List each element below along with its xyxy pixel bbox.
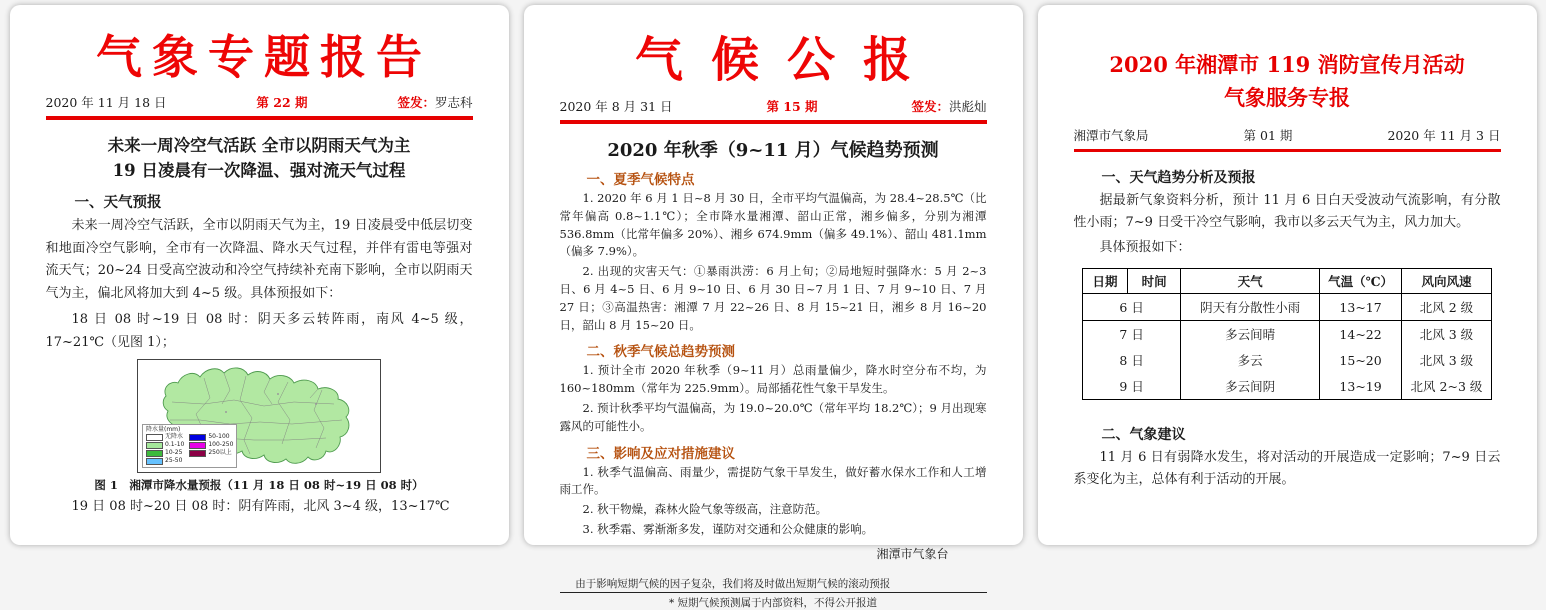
cell-wind: 北风 2~3 级: [1401, 373, 1491, 400]
issuing-office-signature: 湘潭市气象台: [876, 546, 949, 561]
legend-label: 50-100: [208, 433, 230, 441]
figure-caption: 图 1 湘潭市降水量预报（11 月 18 日 08 时~19 日 08 时）: [94, 478, 424, 493]
forecast-day2: 19 日 08 时~20 日 08 时：阴有阵雨，北风 3~4 级，13~17℃: [71, 499, 450, 515]
trend-paragraph: 据最新气象资料分析，预计 11 月 6 日白天受波动气流影响，有分散性小雨；7~9 日受干冷空气影响，我市以多云天气为主，风力加大。: [1073, 193, 1501, 231]
cell-date: 6 日: [1083, 294, 1181, 321]
legend-swatch: [189, 434, 206, 441]
issue-date: 2020 年 11 月 3 日: [1387, 128, 1501, 144]
cell-weather: 多云间阴: [1181, 373, 1320, 400]
forecast-table: [1082, 268, 1492, 400]
legend-item: [146, 442, 184, 449]
headline-line-2: 19 日凌晨有一次降温、强对流天气过程: [112, 161, 406, 181]
table-row: [1083, 373, 1492, 400]
footnote-rule: [560, 592, 987, 594]
report-date: 2020 年 11 月 18 日: [45, 95, 167, 111]
report-meta: [46, 93, 473, 116]
cell-temperature: 14~22: [1320, 321, 1402, 348]
header-rule: [1074, 149, 1501, 152]
cell-weather: 多云间晴: [1181, 321, 1320, 348]
report-issue-number: 第 22 期: [256, 95, 308, 111]
title-line-1: 2020 年湘潭市 119 消防宣传月活动: [1109, 52, 1465, 77]
forecast-day1: 18 日 08 时~19 日 08 时：阴天多云转阵雨，南风 4~5 级，17~21℃（见图 1）；: [45, 311, 473, 350]
legend-swatch: [146, 434, 163, 441]
page-climate-bulletin: [524, 5, 1023, 610]
col-date: 日期: [1083, 269, 1128, 294]
headline-line-1: 未来一周冷空气活跃 全市以阴雨天气为主: [107, 135, 411, 155]
special-report-title: [1074, 49, 1501, 114]
legend-swatch: [189, 450, 206, 457]
signer-name: 洪彪灿: [948, 99, 987, 115]
header-rule: [46, 116, 473, 120]
legend-label: 25-50: [165, 457, 183, 465]
legend-label: 0.1-10: [165, 441, 185, 449]
footnote-line-2: * 短期气候预测属于内部资料，不得公开报道: [668, 597, 878, 610]
report-headline: [46, 133, 473, 184]
section-trend-analysis: 一、天气趋势分析及预报: [1101, 170, 1256, 187]
cell-date: 8 日: [1119, 353, 1144, 369]
bulletin-headline: 2020 年秋季（9~11 月）气候趋势预测: [607, 139, 939, 161]
section-weather-forecast: 一、天气预报: [74, 193, 162, 211]
legend-swatch: [146, 442, 163, 449]
col-wind: 风向风速: [1401, 269, 1491, 294]
cell-wind: 北风 3 级: [1401, 347, 1491, 373]
advice-paragraph: 11 月 6 日有弱降水发生，将对活动的开展造成一定影响；7~9 日云系变化为主，总体有利于活动的开展。: [1073, 450, 1501, 488]
autumn-para-2: 2. 预计秋季平均气温偏高，为 19.0~20.0℃（常年平均 18.2℃）；9 月出现寒露风的可能性小。: [559, 401, 987, 433]
suggestion-1: 1. 秋季气温偏高、雨量少，需提防气象干旱发生，做好蓄水保水工作和人工增雨工作。: [559, 464, 987, 497]
legend-title: 降水量(mm): [146, 425, 181, 433]
legend-item: [146, 434, 184, 441]
legend-label: 100-250: [208, 441, 234, 449]
cell-weather: 阴天有分散性小雨: [1181, 294, 1320, 321]
legend-swatch: [146, 450, 163, 457]
bulletin-title: 气候公报: [634, 32, 939, 88]
legend-label: 无降水: [165, 433, 184, 441]
suggestion-2: 2. 秋干物燥，森林火险气象等级高，注意防范。: [582, 502, 828, 517]
summer-para-2: 2. 出现的灾害天气：①暴雨洪涝：6 月上旬；②局地短时强降水：5 月 2~3 日、6 月 4~5 日、6 月 9~10 日、6 月 30 日~7 月 1 日、7 月 9~10 日、7 月 27 日；③高温热害：湘潭 7 月 22~26 日、8 月 15~21 日，湘乡 8 月 16~20 日，韶山 8 月 15~20 日。: [559, 264, 987, 332]
legend-column-right: [189, 433, 233, 465]
legend-label: 10-25: [165, 449, 183, 457]
legend-swatch: [146, 458, 163, 465]
table-header-row: [1083, 269, 1492, 294]
section-weather-advice: 二、气象建议: [1101, 427, 1186, 444]
table-row: [1083, 294, 1492, 321]
forecast-paragraph: 未来一周冷空气活跃，全市以阴雨天气为主，19 日凌晨受中低层切变和地面冷空气影响，全市有一次降温、降水天气过程，并伴有雷电等强对流天气；20~24 日受高空波动和冷空气持续补充南下影响，全市以阴雨天气为主，偏北风将加大到 4~5 级。具体预报如下：: [45, 217, 473, 302]
report-title: 气象专题报告: [96, 30, 432, 84]
legend-columns: [146, 433, 233, 465]
suggestion-3: 3. 秋季霜、雾渐渐多发，谨防对交通和公众健康的影响。: [582, 522, 874, 537]
cell-date: 9 日: [1119, 379, 1144, 395]
bulletin-issue-number: 第 15 期: [766, 99, 818, 115]
signer-label: 签发：: [397, 95, 435, 111]
col-temperature: 气温（℃）: [1320, 269, 1402, 294]
cell-temperature: 15~20: [1320, 347, 1402, 373]
cell-temperature: 13~17: [1320, 294, 1402, 321]
special-report-meta: [1074, 126, 1501, 149]
summer-para-1: 1. 2020 年 6 月 1 日~8 月 30 日，全市平均气温偏高，为 28.4~28.5℃（比常年偏高 0.8~1.1℃）；全市降水量湘潭、韶山正常，湘乡偏多，分别为湘潭 536.8mm（比常年偏多 20%）、湘乡 674.9mm（偏多 49.1%）、韶山 481.1mm（偏多 7.9%）。: [559, 190, 987, 259]
legend-item: [189, 434, 233, 441]
col-time: 时间: [1128, 269, 1181, 294]
cell-date: 7 日: [1119, 327, 1144, 343]
forecast-intro: 具体预报如下：: [1099, 240, 1191, 256]
header-rule: [560, 120, 987, 124]
section-suggestions: 三、影响及应对措施建议: [586, 445, 735, 462]
map-legend: [142, 424, 237, 469]
cell-temperature: 13~19: [1320, 373, 1402, 400]
cell-wind: 北风 2 级: [1401, 294, 1491, 321]
autumn-para-1: 1. 预计全市 2020 年秋季（9~11 月）总雨量偏少，降水时空分布不均，为 160~180mm（常年为 225.9mm）。局部插花性气象干旱发生。: [559, 363, 987, 396]
bulletin-meta: [560, 97, 987, 120]
bulletin-date: 2020 年 8 月 31 日: [559, 99, 673, 115]
legend-swatch: [189, 442, 206, 449]
report-signer: [397, 93, 472, 111]
title-line-2: 气象服务专报: [1224, 84, 1350, 110]
signer-name: 罗志科: [434, 95, 473, 111]
legend-column-left: [146, 433, 184, 465]
issuing-org: 湘潭市气象局: [1073, 128, 1149, 144]
precipitation-map-figure: [137, 359, 381, 473]
footnote-line-1: 由于影响短期气候的因子复杂，我们将及时做出短期气候的滚动预报: [575, 577, 891, 590]
legend-item: [189, 450, 233, 457]
bulletin-signer: [911, 97, 986, 115]
table-row: [1083, 347, 1492, 373]
page-weather-special-report: [10, 5, 509, 545]
page-fire-month-service-report: [1038, 5, 1537, 545]
table-row: [1083, 321, 1492, 348]
signer-label: 签发：: [911, 99, 949, 115]
cell-wind: 北风 3 级: [1401, 321, 1491, 348]
legend-label: 250以上: [208, 449, 232, 457]
legend-item: [146, 450, 184, 457]
section-summer-features: 一、夏季气候特点: [586, 171, 695, 188]
section-autumn-trend: 二、秋季气候总趋势预测: [586, 344, 735, 361]
cell-weather: 多云: [1181, 347, 1320, 373]
col-weather: 天气: [1181, 269, 1320, 294]
legend-item: [146, 458, 184, 465]
issue-number: 第 01 期: [1243, 128, 1293, 144]
